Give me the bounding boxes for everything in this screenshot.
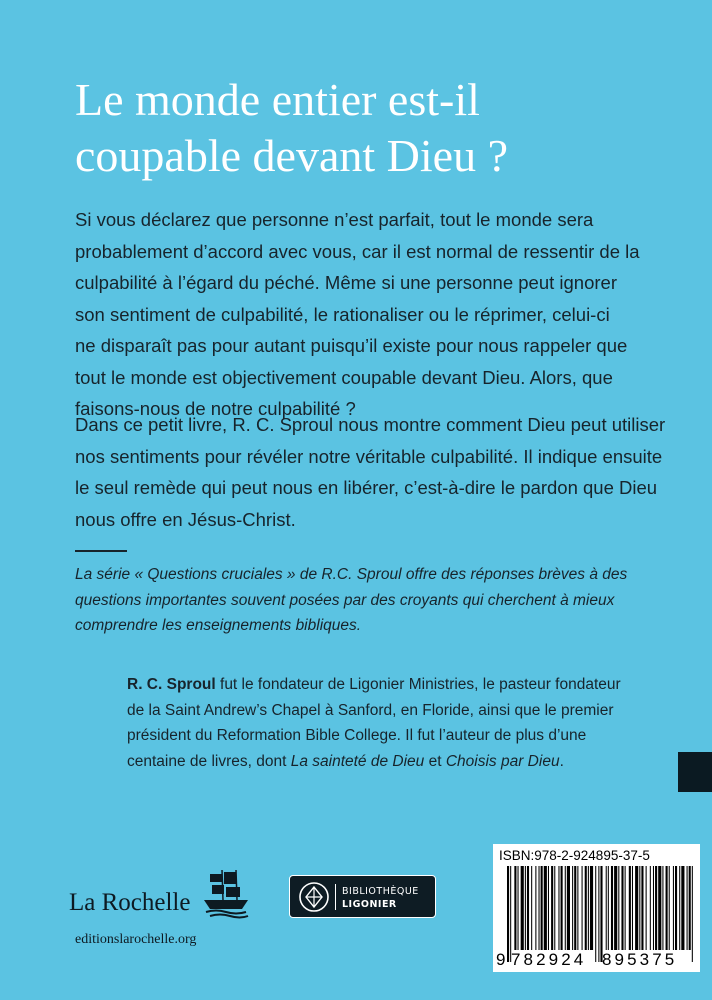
barcode-bar: [632, 866, 633, 950]
barcode-digit-first: 9: [496, 950, 506, 969]
bio-text: centaine de livres, dont: [127, 752, 291, 770]
barcode-bar: [561, 866, 563, 950]
barcode-bar: [689, 866, 691, 950]
barcode-bar: [625, 866, 626, 950]
imprint-line-2: LIGONIER: [342, 899, 397, 910]
barcode-bar: [675, 866, 677, 950]
barcode-bar: [514, 866, 516, 950]
barcode-bar: [653, 866, 654, 950]
isbn-label: ISBN:978-2-924895-37-5: [499, 848, 650, 863]
barcode-bar: [629, 866, 631, 950]
barcode-bar: [548, 866, 549, 950]
author-bio: [127, 672, 621, 774]
barcode-bar: [679, 866, 680, 950]
isbn-barcode: [493, 844, 700, 972]
author-name: R. C. Sproul: [127, 676, 216, 693]
barcode-digits-left: 782924: [511, 950, 587, 969]
book-title: La sainteté de Dieu: [290, 752, 425, 770]
barcode-bar: [554, 866, 555, 950]
barcode-bar: [666, 866, 668, 950]
barcode-bar: [639, 866, 640, 950]
barcode-bar: [565, 866, 566, 950]
divider-rule: [75, 550, 127, 552]
barcode-bar: [611, 866, 613, 950]
ligonier-emblem-icon: [298, 881, 330, 913]
text-line: probablement d’accord avec vous, car il est normal de ressentir de la: [75, 240, 640, 262]
publisher-name: La Rochelle: [69, 889, 191, 916]
barcode-bar: [574, 866, 576, 950]
barcode-bar: [521, 866, 524, 950]
barcode-digits-right: 895375: [602, 950, 678, 969]
text-line: ne disparaît pas pour autant puisqu’il existe pour nous rappeler que: [75, 335, 628, 356]
text-line: [127, 672, 621, 698]
barcode-bar: [646, 866, 647, 950]
barcode-bar: [572, 866, 573, 950]
barcode-bar: [673, 866, 674, 950]
headline-line: Le monde entier est-il: [75, 74, 480, 125]
barcode-bar: [598, 866, 599, 962]
barcode-bar: [614, 866, 617, 950]
text-line: questions importantes souvent posées par des croyants qui cherchent à mieux: [75, 591, 615, 609]
book-title: Choisis par Dieu: [445, 752, 560, 770]
imprint-line-1: BIBLIOTHÈQUE: [342, 886, 419, 897]
headline-line: coupable devant Dieu ?: [75, 130, 508, 181]
barcode-bar: [551, 866, 553, 950]
barcode-bar: [518, 866, 519, 950]
publisher-logo: [69, 870, 269, 920]
headline: [75, 72, 655, 184]
barcode-bar: [669, 866, 670, 950]
barcode-bar: [525, 866, 526, 950]
text-line: président du Reformation Bible College. Il fut l’auteur de plus d’une: [127, 727, 587, 744]
barcode-bar: [650, 866, 651, 950]
barcode-bar: [600, 866, 602, 962]
barcode-bar: [531, 866, 532, 950]
text-line: nous offre en Jésus-Christ.: [75, 508, 296, 530]
description-paragraph-1: [75, 204, 640, 425]
barcode-bar: [585, 866, 587, 950]
description-paragraph-2: [75, 409, 665, 535]
barcode-bar: [618, 866, 619, 950]
publisher-website[interactable]: editionslarochelle.org: [75, 932, 197, 947]
barcode-bar: [544, 866, 547, 950]
bio-text: et: [424, 752, 446, 770]
text-line: culpabilité à l’égard du péché. Même si une personne peut ignorer: [75, 272, 617, 293]
badge-separator: [335, 884, 336, 910]
barcode-bar: [590, 866, 593, 950]
barcode-bar: [582, 866, 583, 950]
text-line: le seul remède qui peut nous en libérer, c’est-à-dire le pardon que Dieu: [75, 477, 658, 498]
barcode-bar: [541, 866, 543, 950]
barcode-bar: [577, 866, 578, 950]
barcode-bar: [655, 866, 657, 950]
text-line: Dans ce petit livre, R. C. Sproul nous montre comment Dieu peut utiliser: [75, 414, 666, 435]
barcode-bar: [687, 866, 688, 950]
imprint-badge: [289, 875, 436, 918]
barcode-bar: [595, 866, 596, 962]
text-line: Si vous déclarez que personne n’est parfait, tout le monde sera: [75, 209, 594, 230]
bio-text: .: [559, 752, 564, 770]
text-line: faisons-nous de notre culpabilité ?: [75, 398, 356, 419]
barcode-bar: [567, 866, 570, 950]
barcode-bar: [527, 866, 529, 950]
spine-color-tab: [678, 752, 712, 792]
barcode-bar: [606, 866, 607, 950]
barcode-bar: [507, 866, 509, 962]
ship-icon: [202, 870, 252, 920]
barcode-bar: [662, 866, 663, 950]
barcode-bar: [535, 866, 536, 950]
barcode-bar: [658, 866, 661, 950]
text-line: [127, 749, 621, 775]
text-line: son sentiment de culpabilité, le rationaliser ou le réprimer, celui-ci: [75, 303, 610, 325]
text-line: comprendre les enseignements bibliques.: [75, 617, 362, 634]
text-line: tout le monde est objectivement coupable devant Dieu. Alors, que: [75, 366, 613, 388]
barcode-bar: [641, 866, 643, 950]
text-line: La série « Questions cruciales » de R.C. Sproul offre des réponses brèves à des: [75, 566, 628, 583]
barcode-bar: [510, 866, 511, 962]
series-note: [75, 562, 627, 639]
barcode-bar: [539, 866, 540, 950]
barcode-bar: [588, 866, 589, 950]
barcode-bar: [558, 866, 559, 950]
bio-text: fut le fondateur de Ligonier Ministries, le pasteur fondateur: [215, 676, 621, 693]
text-line: de la Saint Andrew’s Chapel à Sanford, en Floride, ainsi que le premier: [127, 701, 614, 719]
barcode-bar: [621, 866, 623, 950]
barcode-bar: [681, 866, 684, 950]
barcode-bar: [608, 866, 609, 950]
barcode-bar: [635, 866, 638, 950]
barcode-bar: [692, 866, 693, 962]
text-line: nos sentiments pour révéler notre véritable culpabilité. Il indique ensuite: [75, 445, 663, 467]
